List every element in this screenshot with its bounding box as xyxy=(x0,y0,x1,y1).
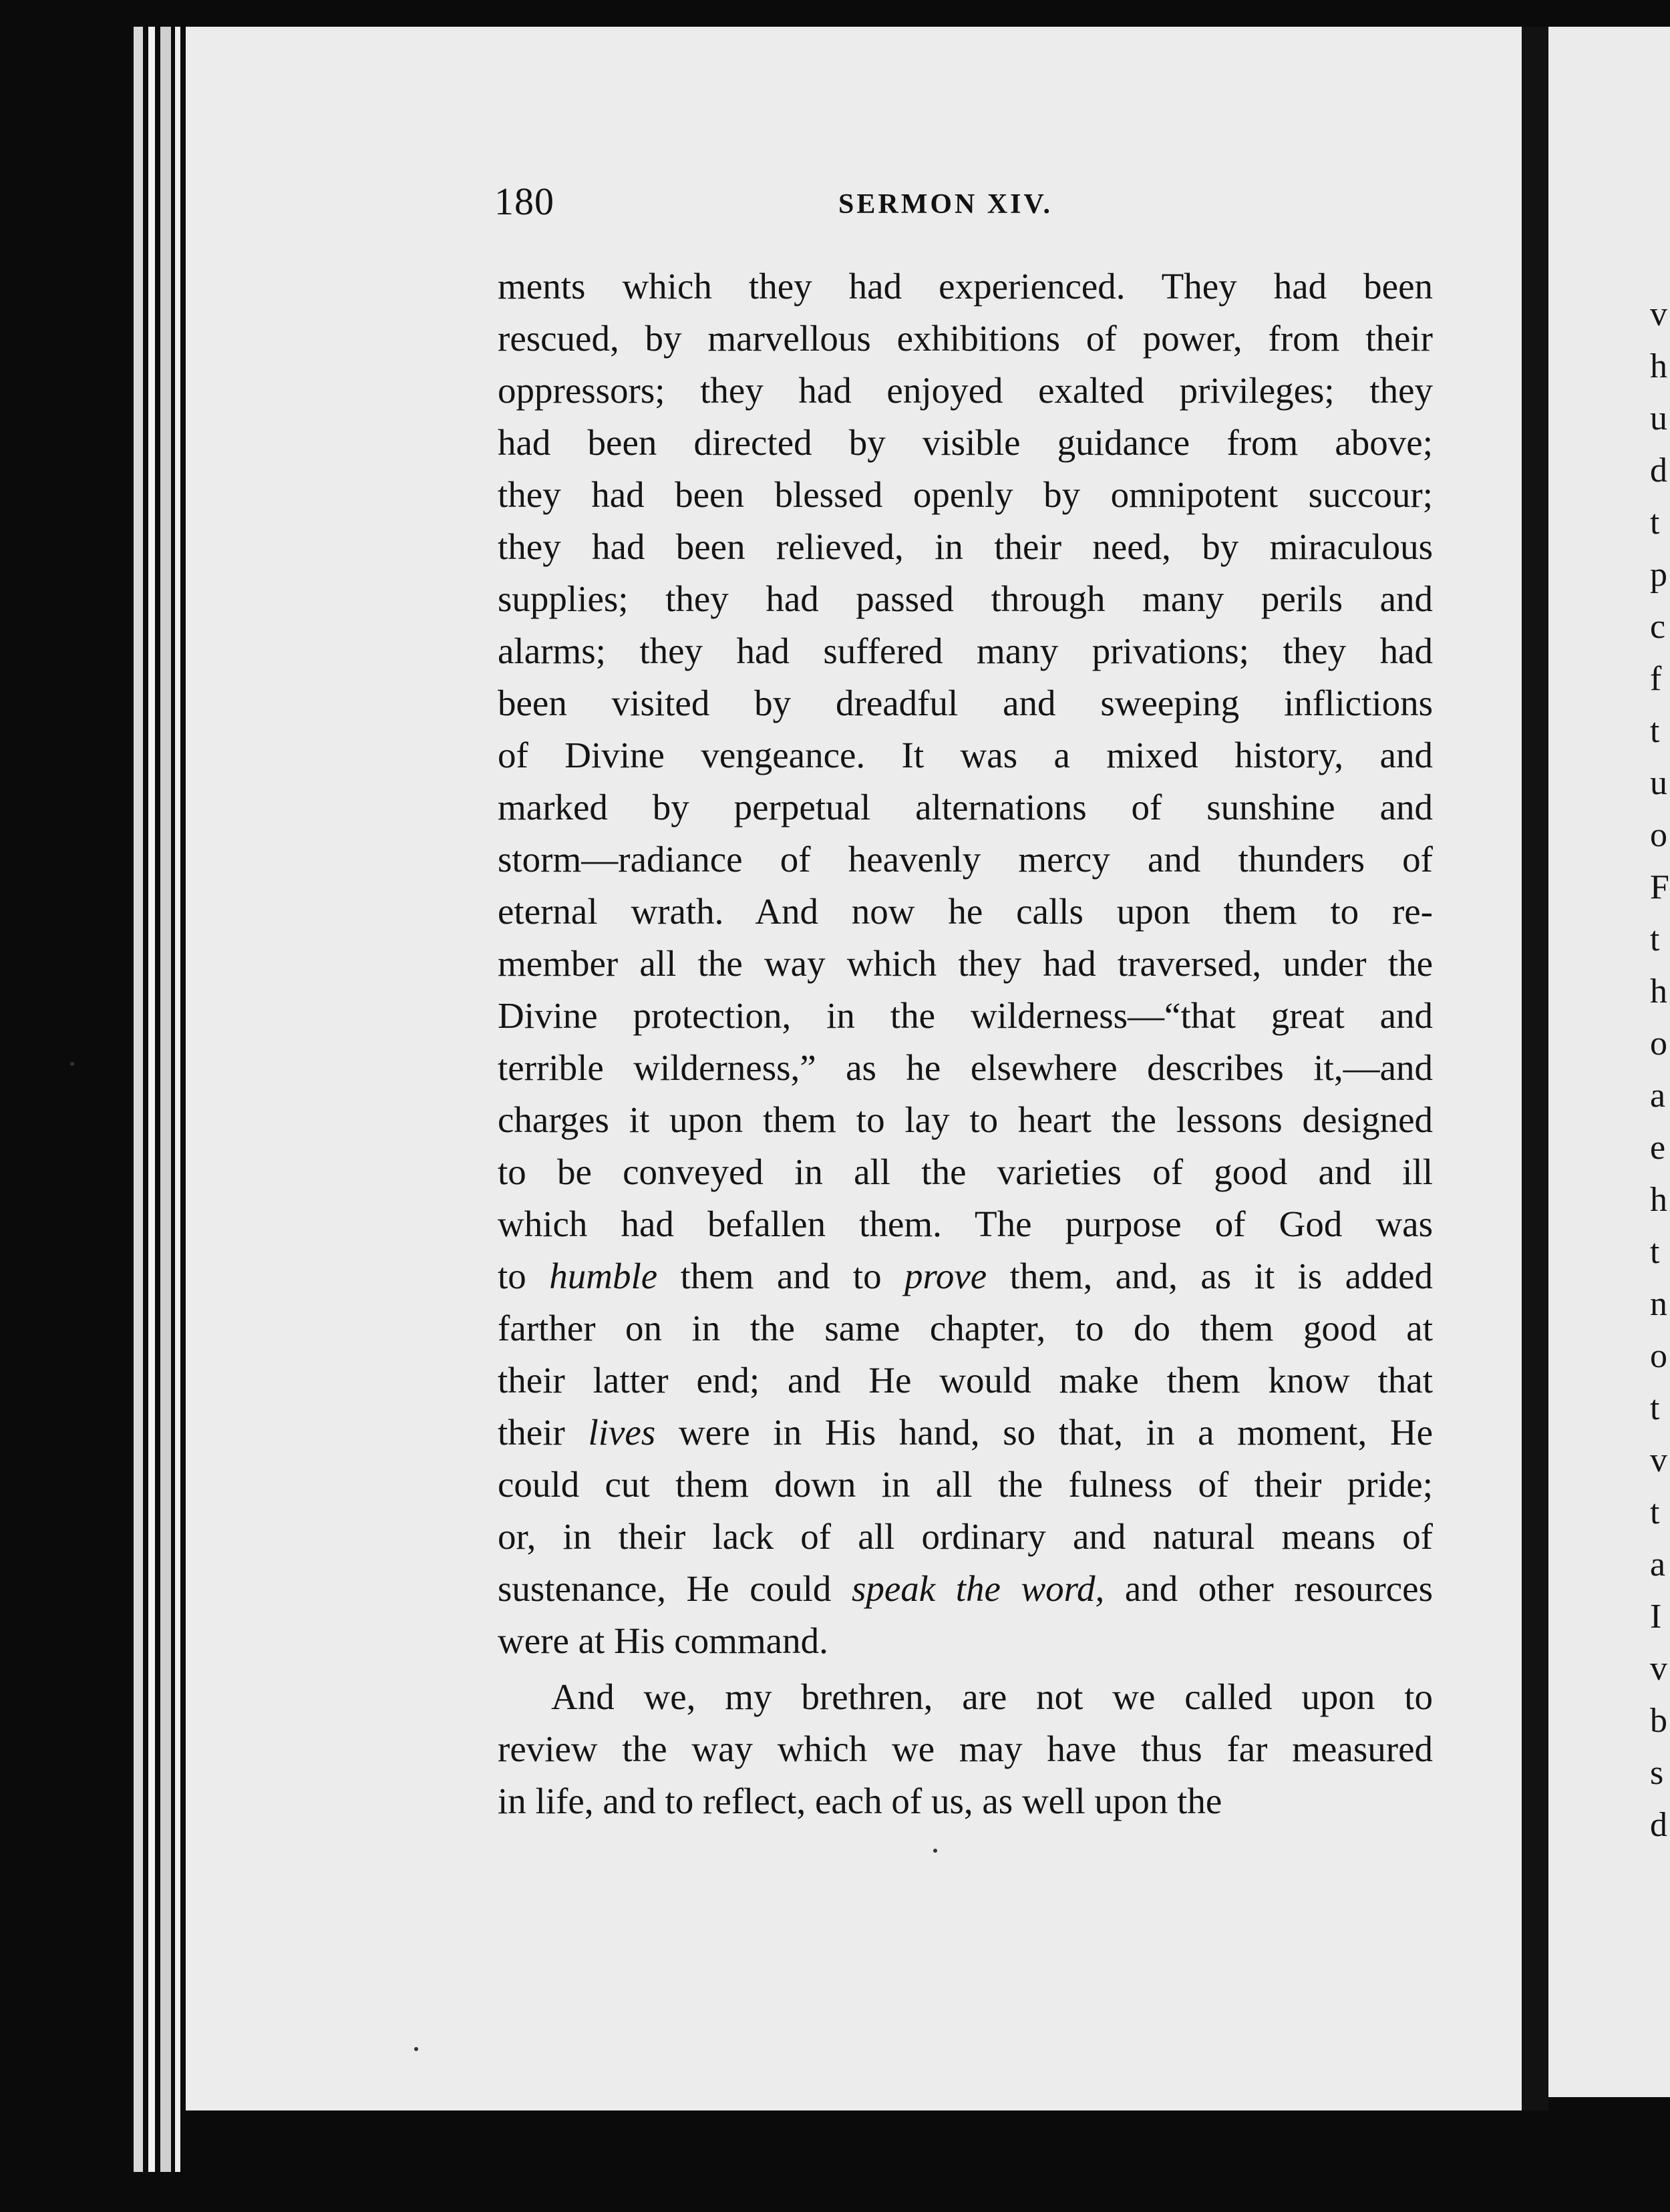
text-line: in life, and to reflect, each of us, as well upon the xyxy=(498,1781,1222,1821)
body-text xyxy=(498,260,1433,1827)
text-line: sustenance, He could speak the word, and other resources xyxy=(498,1568,1433,1609)
text-line: ments which they had experienced. They had been xyxy=(498,266,1433,307)
fragment-line: u xyxy=(1650,399,1667,437)
fragment-line: p xyxy=(1650,556,1667,594)
text-line: supplies; they had passed through many perils and xyxy=(498,578,1433,619)
text-line: or, in their lack of all ordinary and natural means of xyxy=(498,1516,1433,1557)
fragment-line: v xyxy=(1650,295,1667,333)
text-line: rescued, by marvellous exhibitions of power, from their xyxy=(498,318,1433,359)
fragment-line: h xyxy=(1650,347,1667,385)
text-line: their latter end; and He would make them know that xyxy=(498,1360,1433,1401)
text-line: they had been blessed openly by omnipotent succour; xyxy=(498,474,1433,515)
fragment-line: h xyxy=(1650,1181,1667,1219)
page-header xyxy=(494,179,1430,232)
text-line: member all the way which they had traversed, under the xyxy=(498,943,1433,984)
fragment-line: o xyxy=(1650,1337,1667,1375)
fragment-line: a xyxy=(1650,1545,1666,1584)
page-edge xyxy=(160,27,171,2172)
text-line: been visited by dreadful and sweeping inflictions xyxy=(498,683,1433,723)
print-speck xyxy=(414,2047,418,2051)
fragment-line: a xyxy=(1650,1077,1666,1115)
print-speck xyxy=(70,1062,74,1066)
text-line: Divine protection, in the wilderness—“that great and xyxy=(498,995,1433,1036)
right-page-fragment xyxy=(1548,27,1670,2097)
page-number: 180 xyxy=(494,180,554,223)
text-line: And we, my brethren, are not we called upon to xyxy=(551,1676,1433,1717)
text-line: could cut them down in all the fulness of their pride; xyxy=(498,1464,1433,1505)
text-line: had been directed by visible guidance from above; xyxy=(498,422,1433,463)
fragment-line: o xyxy=(1650,1025,1667,1063)
page-edge xyxy=(175,27,180,2172)
fragment-line: u xyxy=(1650,764,1667,802)
fragment-line: s xyxy=(1650,1754,1664,1792)
text-line: were at His command. xyxy=(498,1620,828,1661)
text-line: of Divine vengeance. It was a mixed history, and xyxy=(498,735,1433,775)
fragment-line: t xyxy=(1650,920,1660,958)
text-line: which had befallen them. The purpose of God was xyxy=(498,1204,1433,1244)
fragment-line: t xyxy=(1650,1233,1660,1271)
text-line: charges it upon them to lay to heart the lessons designed xyxy=(498,1099,1433,1140)
running-head: SERMON XIV. xyxy=(838,189,1053,220)
fragment-line: I xyxy=(1650,1598,1662,1636)
fragment-line: n xyxy=(1650,1285,1667,1323)
text-line: their lives were in His hand, so that, in a moment, He xyxy=(498,1412,1433,1453)
page-edge xyxy=(134,27,143,2172)
fragment-line: o xyxy=(1650,816,1667,854)
text-line: farther on in the same chapter, to do them good at xyxy=(498,1308,1433,1348)
text-line: alarms; they had suffered many privations; they had xyxy=(498,630,1433,671)
fragment-line: v xyxy=(1650,1650,1667,1688)
fragment-line: b xyxy=(1650,1702,1667,1740)
fragment-line: F xyxy=(1650,868,1669,906)
text-line: terrible wilderness,” as he elsewhere describes it,—and xyxy=(498,1047,1433,1088)
fragment-line: c xyxy=(1650,608,1666,646)
book-gutter xyxy=(1522,27,1548,2110)
fragment-line: h xyxy=(1650,972,1667,1010)
text-line: review the way which we may have thus far measured xyxy=(498,1728,1433,1769)
fragment-line: t xyxy=(1650,1493,1660,1531)
fragment-line: t xyxy=(1650,1389,1660,1427)
fragment-line: f xyxy=(1650,660,1662,698)
fragment-line: t xyxy=(1650,712,1660,750)
print-speck xyxy=(933,1849,937,1853)
text-line: storm—radiance of heavenly mercy and thunders of xyxy=(498,839,1433,880)
fragment-line: d xyxy=(1650,1806,1667,1844)
text-line: they had been relieved, in their need, by miraculous xyxy=(498,526,1433,567)
fragment-line: e xyxy=(1650,1129,1666,1167)
text-line: to be conveyed in all the varieties of good and ill xyxy=(498,1151,1433,1192)
fragment-line: v xyxy=(1650,1441,1667,1479)
right-page-line-starts xyxy=(1650,289,1669,1851)
text-line: oppressors; they had enjoyed exalted privileges; they xyxy=(498,370,1433,411)
text-line: marked by perpetual alternations of sunshine and xyxy=(498,787,1433,827)
text-line: eternal wrath. And now he calls upon them to re- xyxy=(498,891,1433,932)
page-edge xyxy=(148,27,155,2172)
text-line: to humble them and to prove them, and, as it is added xyxy=(498,1256,1433,1296)
fragment-line: d xyxy=(1650,451,1667,490)
fragment-line: t xyxy=(1650,504,1660,542)
